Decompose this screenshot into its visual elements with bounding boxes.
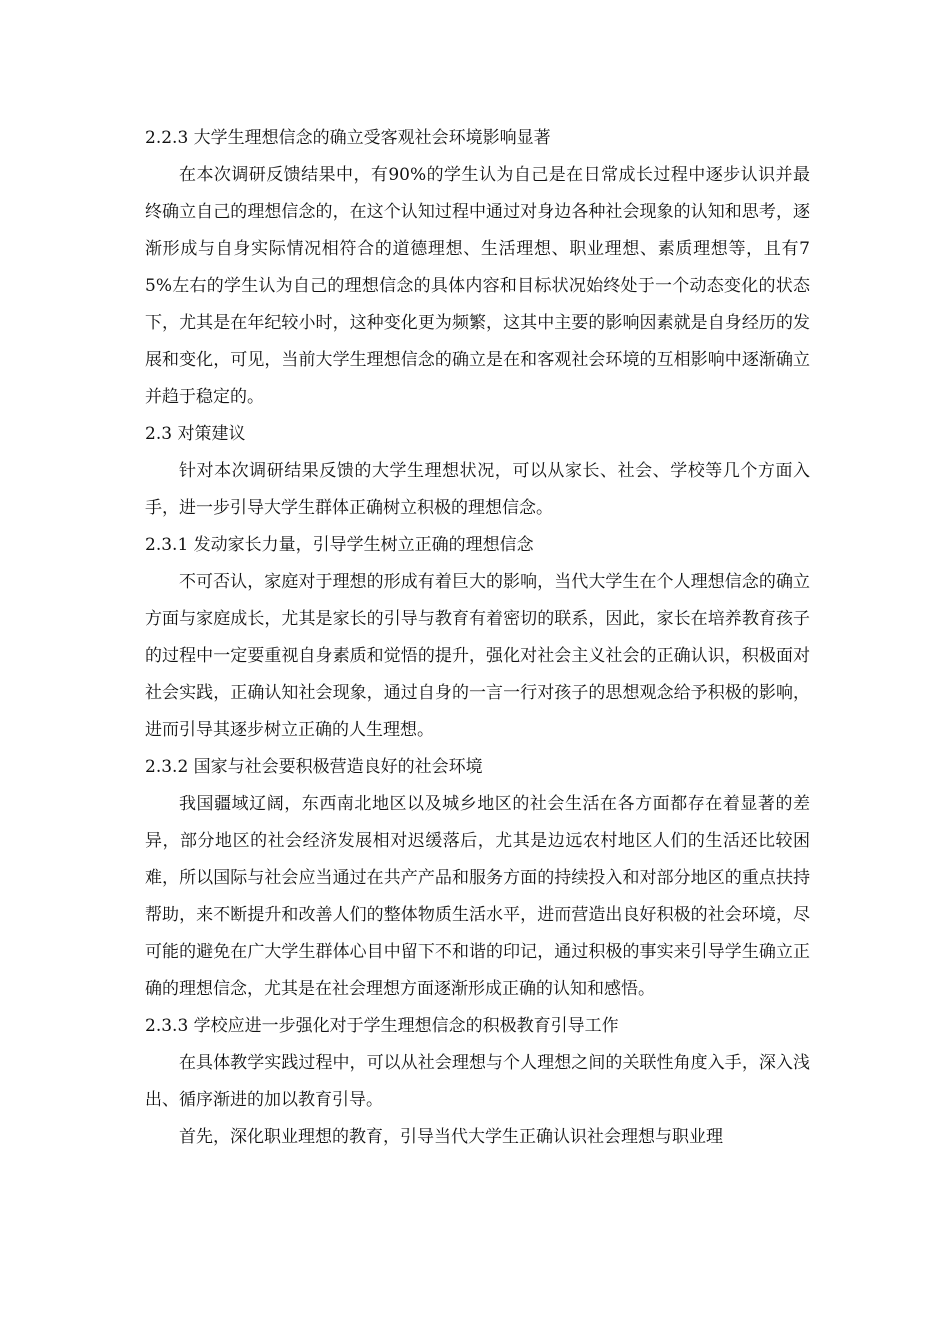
document-body xyxy=(145,120,810,1156)
paragraph-career-ideal: 首先，深化职业理想的教育，引导当代大学生正确认识社会理想与职业理 xyxy=(179,1127,723,1147)
section-heading-2-3-2: 2.3.2 国家与社会要积极营造良好的社会环境 xyxy=(145,757,483,777)
section-heading-2-3: 2.3 对策建议 xyxy=(145,424,246,444)
paragraph-teaching-practice: 在具体教学实践过程中，可以从社会理想与个人理想之间的关联性角度入手，深入浅出、循序渐进的加以教育引导。 xyxy=(145,1053,810,1110)
paragraph-survey-results: 在本次调研反馈结果中，有90%的学生认为自己是在日常成长过程中逐步认识并最终确立自己的理想信念的，在这个认知过程中通过对身边各种社会现象的认知和思考，逐渐形成与自身实际情况相符合的道德理想、生活理想、职业理想、素质理想等，且有75%左右的学生认为自己的理想信念的具体内容和目标状况始终处于一个动态变化的状态下，尤其是在年纪较小时，这种变化更为频繁，这其中主要的影响因素就是自身经历的发展和变化，可见，当前大学生理想信念的确立是在和客观社会环境的互相影响中逐渐确立并趋于稳定的。 xyxy=(145,165,810,407)
section-heading-2-3-3: 2.3.3 学校应进一步强化对于学生理想信念的积极教育引导工作 xyxy=(145,1016,619,1036)
paragraph-countermeasures-intro: 针对本次调研结果反馈的大学生理想状况，可以从家长、社会、学校等几个方面入手，进一步引导大学生群体正确树立积极的理想信念。 xyxy=(145,461,810,518)
paragraph-family-influence: 不可否认，家庭对于理想的形成有着巨大的影响，当代大学生在个人理想信念的确立方面与家庭成长，尤其是家长的引导与教育有着密切的联系，因此，家长在培养教育孩子的过程中一定要重视自身素质和觉悟的提升，强化对社会主义社会的正确认识，积极面对社会实践，正确认知社会现象，通过自身的一言一行对孩子的思想观念给予积极的影响，进而引导其逐步树立正确的人生理想。 xyxy=(145,572,810,740)
section-heading-2-3-1: 2.3.1 发动家长力量，引导学生树立正确的理想信念 xyxy=(145,535,534,555)
paragraph-social-environment: 我国疆域辽阔，东西南北地区以及城乡地区的社会生活在各方面都存在着显著的差异，部分地区的社会经济发展相对迟缓落后，尤其是边远农村地区人们的生活还比较困难，所以国际与社会应当通过在共产产品和服务方面的持续投入和对部分地区的重点扶持帮助，来不断提升和改善人们的整体物质生活水平，进而营造出良好积极的社会环境，尽可能的避免在广大学生群体心目中留下不和谐的印记，通过积极的事实来引导学生确立正确的理想信念，尤其是在社会理想方面逐渐形成正确的认知和感悟。 xyxy=(145,794,810,999)
section-heading-2-2-3: 2.2.3 大学生理想信念的确立受客观社会环境影响显著 xyxy=(145,128,551,148)
